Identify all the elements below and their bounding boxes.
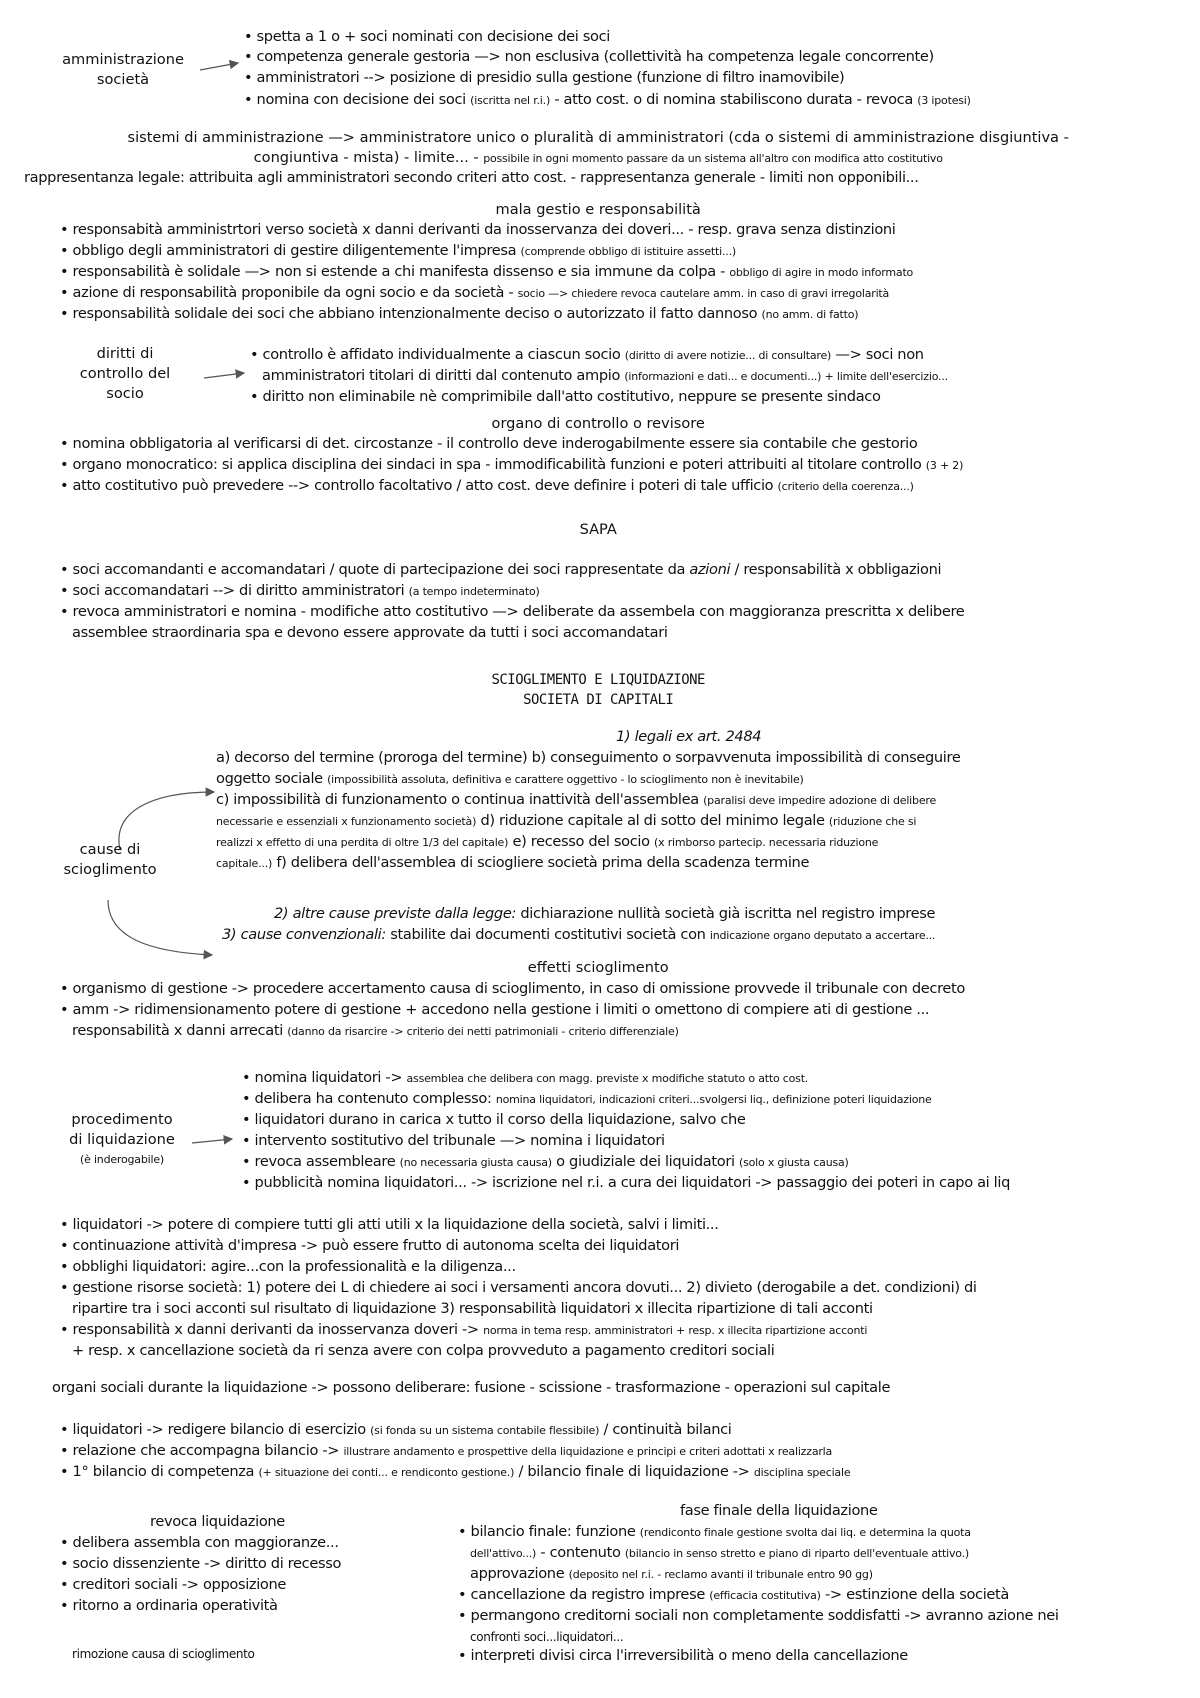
sapa-title: SAPA	[579, 521, 617, 538]
list-item: • delibera ha contenuto complesso: nomina liquidatori, indicazioni criteri...svolgersi liq., definizione poteri liquidazione	[242, 1090, 932, 1107]
list-item: • continuazione attività d'impresa -> può essere frutto di autonoma scelta dei liquidatori	[60, 1237, 680, 1254]
list-item: • obblighi liquidatori: agire...con la professionalità e la diligenza...	[60, 1258, 516, 1275]
fase-finale-title: fase finale della liquidazione	[680, 1502, 878, 1519]
list-item: a) decorso del termine (proroga del termine) b) conseguimento o sorpavvenuta impossibilità di conseguire	[216, 749, 961, 766]
list-item: • soci accomandanti e accomandatari / quote di partecipazione dei soci rappresentate da azioni / responsabilità x obbligazioni	[60, 561, 942, 578]
list-item: • controllo è affidato individualmente a ciascun socio (diritto di avere notizie... di consultare) —> soci non	[250, 346, 924, 363]
procedimento-label: procedimento di liquidazione (è inderogabile)	[69, 1111, 175, 1166]
scioglimento-title: SCIOGLIMENTO E LIQUIDAZIONE	[491, 672, 705, 688]
list-item: confronti soci...liquidatori...	[470, 1630, 624, 1644]
list-item: • diritto non eliminabile nè comprimibile dall'atto costitutivo, neppure se presente sindaco	[250, 388, 881, 405]
list-item: • organismo di gestione -> procedere accertamento causa di scioglimento, in caso di omissione provvede il tribunale con decreto	[60, 980, 965, 997]
revoca-title: revoca liquidazione	[150, 1513, 285, 1530]
list-item: • competenza generale gestoria —> non esclusiva (collettività ha competenza legale concorrente)	[244, 48, 934, 65]
list-item: • atto costitutivo può prevedere --> controllo facoltativo / atto cost. deve definire i poteri di tale ufficio (criterio della coerenza...)	[60, 477, 914, 494]
list-item: • responsabilità solidale dei soci che abbiano intenzionalmente deciso o autorizzato il fatto dannoso (no amm. di fatto)	[60, 305, 859, 322]
list-item: responsabilità x danni arrecati (danno da risarcire -> criterio dei netti patrimoniali - criterio differenziale)	[72, 1022, 679, 1039]
list-item: capitale...) f) delibera dell'assemblea di sciogliere società prima della scadenza termine	[216, 854, 810, 871]
list-item: • revoca amministratori e nomina - modifiche atto costitutivo —> deliberate da assembela con maggioranza prescritta x delibere	[60, 603, 965, 620]
list-item: oggetto sociale (impossibilità assoluta, definitiva e carattere oggettivo - lo scioglimento non è inevitabile)	[216, 770, 804, 787]
list-item: • bilancio finale: funzione (rendiconto finale gestione svolta dai liq. e determina la quota	[458, 1523, 971, 1540]
list-item: • gestione risorse società: 1) potere dei L di chiedere ai soci i versamenti ancora dovuti... 2) divieto (derogabile a det. condizioni) di	[60, 1279, 977, 1296]
list-item: • nomina obbligatoria al verificarsi di det. circostanze - il controllo deve inderogabilmente essere sia contabile che gestorio	[60, 435, 918, 452]
list-item: realizzi x effetto di una perdita di oltre 1/3 del capitale) e) recesso del socio (x rimborso partecip. necessaria riduzione	[216, 833, 879, 850]
list-item: • amm -> ridimensionamento potere di gestione + accedono nella gestione i limiti o omettono di compiere ati di gestione ...	[60, 1001, 930, 1018]
sistemi-line1: sistemi di amministrazione —> amministratore unico o pluralità di amministratori (cda o sistemi di amministrazione disgiuntiva -	[127, 129, 1069, 146]
revoca-footer: rimozione causa di scioglimento	[72, 1647, 255, 1661]
list-item: approvazione (deposito nel r.i. - reclamo avanti il tribunale entro 90 gg)	[470, 1565, 873, 1582]
list-item: • delibera assembla con maggioranze...	[60, 1534, 339, 1551]
list-item: • responsabilità x danni derivanti da inosservanza doveri -> norma in tema resp. amministratori + resp. x illecita ripartizione acconti	[60, 1321, 868, 1338]
arrow-amministrazione	[200, 63, 238, 70]
list-item: c) impossibilità di funzionamento o continua inattività dell'assemblea (paralisi deve impedire adozione di delibere	[216, 791, 937, 808]
cause-convenzionali: 3) cause convenzionali: stabilite dai documenti costitutivi società con indicazione organo deputato a accertare...	[222, 926, 936, 943]
organo-title: organo di controllo o revisore	[491, 415, 705, 432]
list-item: amministratori titolari di diritti dal contenuto ampio (informazioni e dati... e documenti...) + limite dell'esercizio...	[262, 367, 948, 384]
cause-scioglimento-label: cause di scioglimento	[63, 841, 157, 878]
list-item: • intervento sostitutivo del tribunale —> nomina i liquidatori	[242, 1132, 665, 1149]
cause-legali: 1) legali ex art. 2484	[616, 728, 762, 745]
list-item: • responsabità amministrtori verso società x danni derivanti da inosservanza dei doveri... - resp. grava senza distinzioni	[60, 221, 896, 238]
list-item: + resp. x cancellazione società da ri senza avere con colpa provveduto a pagamento creditori sociali	[72, 1342, 775, 1359]
list-item: • liquidatori -> potere di compiere tutti gli atti utili x la liquidazione della società, salvi i limiti...	[60, 1216, 719, 1233]
list-item: • azione di responsabilità proponibile da ogni socio e da società - socio —> chiedere revoca cautelare amm. in caso di gravi irregolarità	[60, 284, 890, 301]
list-item: • responsabilità è solidale —> non si estende a chi manifesta dissenso e sia immune da colpa - obbligo di agire in modo informato	[60, 263, 914, 280]
list-item: • 1° bilancio di competenza (+ situazione dei conti... e rendiconto gestione.) / bilancio finale di liquidazione -> disciplina speciale	[60, 1463, 851, 1480]
list-item: • relazione che accompagna bilancio -> illustrare andamento e prospettive della liquidazione e principi e criteri adottati x realizzarla	[60, 1442, 833, 1459]
list-item: • permangono creditorni sociali non completamente soddisfatti -> avranno azione nei	[458, 1607, 1059, 1624]
list-item: • liquidatori durano in carica x tutto il corso della liquidazione, salvo che	[242, 1111, 746, 1128]
list-item: • creditori sociali -> opposizione	[60, 1576, 287, 1593]
list-item: necessarie e essenziali x funzionamento società) d) riduzione capitale al di sotto del minimo legale (riduzione che si	[216, 812, 917, 829]
list-item: • amministratori --> posizione di presidio sulla gestione (funzione di filtro inamovibile)	[244, 69, 845, 86]
list-item: • organo monocratico: si applica disciplina dei sindaci in spa - immodificabilità funzioni e poteri attribuiti al titolare controllo (3 + 2)	[60, 456, 964, 473]
scioglimento-subtitle: SOCIETA DI CAPITALI	[523, 692, 674, 708]
effetti-title: effetti scioglimento	[527, 959, 669, 976]
sistemi-line2: congiuntiva - mista) - limite... - possibile in ogni momento passare da un sistema all'altro con modifica atto costitutivo	[253, 149, 943, 166]
cause-altre: 2) altre cause previste dalla legge: dichiarazione nullità società già iscritta nel registro imprese	[274, 905, 936, 922]
list-item: • nomina liquidatori -> assemblea che delibera con magg. previste x modifiche statuto o atto cost.	[242, 1069, 809, 1086]
arrow-cause-down	[108, 900, 212, 955]
arrow-procedimento	[192, 1139, 232, 1143]
list-item: • obbligo degli amministratori di gestire diligentemente l'impresa (comprende obbligo di istituire assetti...)	[60, 242, 736, 259]
list-item: • interpreti divisi circa l'irreversibilità o meno della cancellazione	[458, 1647, 908, 1664]
list-item: • ritorno a ordinaria operatività	[60, 1597, 278, 1614]
list-item: ripartire tra i soci acconti sul risultato di liquidazione 3) responsabilità liquidatori x illecita ripartizione di tali acconti	[72, 1300, 873, 1317]
mala-gestio-title: mala gestio e responsabilità	[495, 201, 701, 218]
list-item: • revoca assembleare (no necessaria giusta causa) o giudiziale dei liquidatori (solo x giusta causa)	[242, 1153, 849, 1170]
list-item: • spetta a 1 o + soci nominati con decisione dei soci	[244, 28, 610, 45]
organi-sociali: organi sociali durante la liquidazione -> possono deliberare: fusione - scissione - trasformazione - operazioni sul capitale	[52, 1379, 891, 1396]
amministrazione-label: amministrazione società	[62, 51, 184, 88]
list-item: • pubblicità nomina liquidatori... -> iscrizione nel r.i. a cura dei liquidatori -> passaggio dei poteri in capo ai liq	[242, 1174, 1010, 1191]
arrow-diritti	[204, 373, 244, 378]
list-item: • nomina con decisione dei soci (iscritta nel r.i.) - atto cost. o di nomina stabiliscono durata - revoca (3 ipotesi)	[244, 91, 971, 108]
diritti-label: diritti di controllo del socio	[79, 345, 171, 402]
list-item: • soci accomandatari --> di diritto amministratori (a tempo indeterminato)	[60, 582, 540, 599]
list-item: • liquidatori -> redigere bilancio di esercizio (si fonda su un sistema contabile flessibile) / continuità bilanci	[60, 1421, 732, 1438]
list-item: • socio dissenziente -> diritto di recesso	[60, 1555, 342, 1572]
rappresentanza-legale: rappresentanza legale: attribuita agli amministratori secondo criteri atto cost. - rappresentanza generale - limiti non opponibili...	[24, 169, 919, 186]
list-item: • cancellazione da registro imprese (efficacia costitutiva) -> estinzione della società	[458, 1586, 1009, 1603]
list-item: dell'attivo...) - contenuto (bilancio in senso stretto e piano di riparto dell'eventuale attivo.)	[470, 1544, 970, 1561]
list-item: assemblee straordinaria spa e devono essere approvate da tutti i soci accomandatari	[72, 624, 668, 641]
